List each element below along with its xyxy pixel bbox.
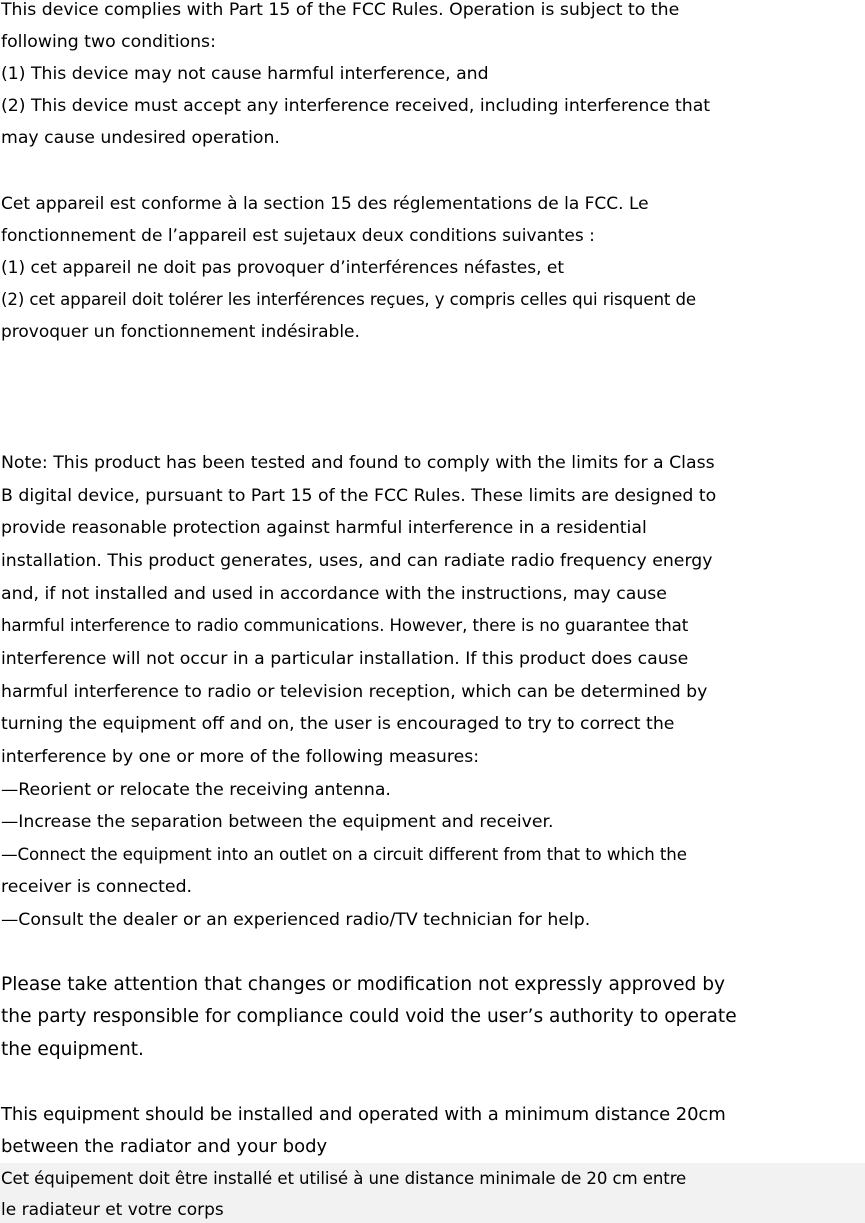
note-line: receiver is connected. — [1, 877, 193, 897]
fcc-condition-2: (2) This device must accept any interference received, including interference that — [1, 96, 711, 116]
measure-reorient: —Reorient or relocate the receiving antenna. — [1, 780, 391, 800]
french-condition-1: (1) cet appareil ne doit pas provoquer d’interférences néfastes, et — [1, 258, 565, 278]
rf-exposure-french-line: le radiateur et votre corps — [1, 1200, 224, 1220]
measure-increase-separation: —Increase the separation between the equipment and receiver. — [1, 812, 554, 832]
note-line: interference by one or more of the following measures: — [1, 747, 480, 767]
note-line: Note: This product has been tested and found to comply with the limits for a Class — [1, 453, 715, 473]
measure-connect-outlet: —Connect the equipment into an outlet on a circuit different from that to which the — [1, 845, 687, 864]
fcc-statement-line: This device complies with Part 15 of the FCC Rules. Operation is subject to the — [1, 0, 680, 20]
rf-exposure-french-line: Cet équipement doit être installé et utilisé à une distance minimale de 20 cm entre — [1, 1169, 687, 1188]
french-statement-line: Cet appareil est conforme à la section 15 des réglementations de la FCC. Le — [1, 194, 649, 214]
fcc-condition-1: (1) This device may not cause harmful interference, and — [1, 64, 489, 84]
french-condition-2: (2) cet appareil doit tolérer les interférences reçues, y compris celles qui risquent de — [1, 290, 696, 309]
note-line: harmful interference to radio or television reception, which can be determined by — [1, 682, 708, 702]
note-line: harmful interference to radio communications. However, there is no guarantee that — [1, 616, 689, 635]
note-line: installation. This product generates, uses, and can radiate radio frequency energy — [1, 551, 713, 571]
warning-line: the party responsible for compliance could void the user’s authority to operate — [1, 1006, 737, 1027]
note-line: and, if not installed and used in accordance with the instructions, may cause — [1, 584, 667, 604]
fcc-statement-line: may cause undesired operation. — [1, 128, 280, 148]
measure-consult-dealer: —Consult the dealer or an experienced radio/TV technician for help. — [1, 910, 591, 930]
fcc-statement-line: following two conditions: — [1, 32, 216, 52]
rf-exposure-line: between the radiator and your body — [1, 1136, 328, 1157]
note-line: provide reasonable protection against harmful interference in a residential — [1, 518, 647, 538]
note-line: B digital device, pursuant to Part 15 of the FCC Rules. These limits are designed to — [1, 486, 717, 506]
warning-line: the equipment. — [1, 1039, 144, 1060]
french-statement-line: provoquer un fonctionnement indésirable. — [1, 322, 360, 342]
french-statement-line: fonctionnement de l’appareil est sujetaux deux conditions suivantes : — [1, 226, 595, 246]
rf-exposure-line: This equipment should be installed and operated with a minimum distance 20cm — [1, 1104, 726, 1125]
warning-line: Please take attention that changes or modification not expressly approved by — [1, 974, 726, 995]
note-line: interference will not occur in a particular installation. If this product does cause — [1, 649, 689, 669]
note-line: turning the equipment off and on, the user is encouraged to try to correct the — [1, 714, 675, 734]
